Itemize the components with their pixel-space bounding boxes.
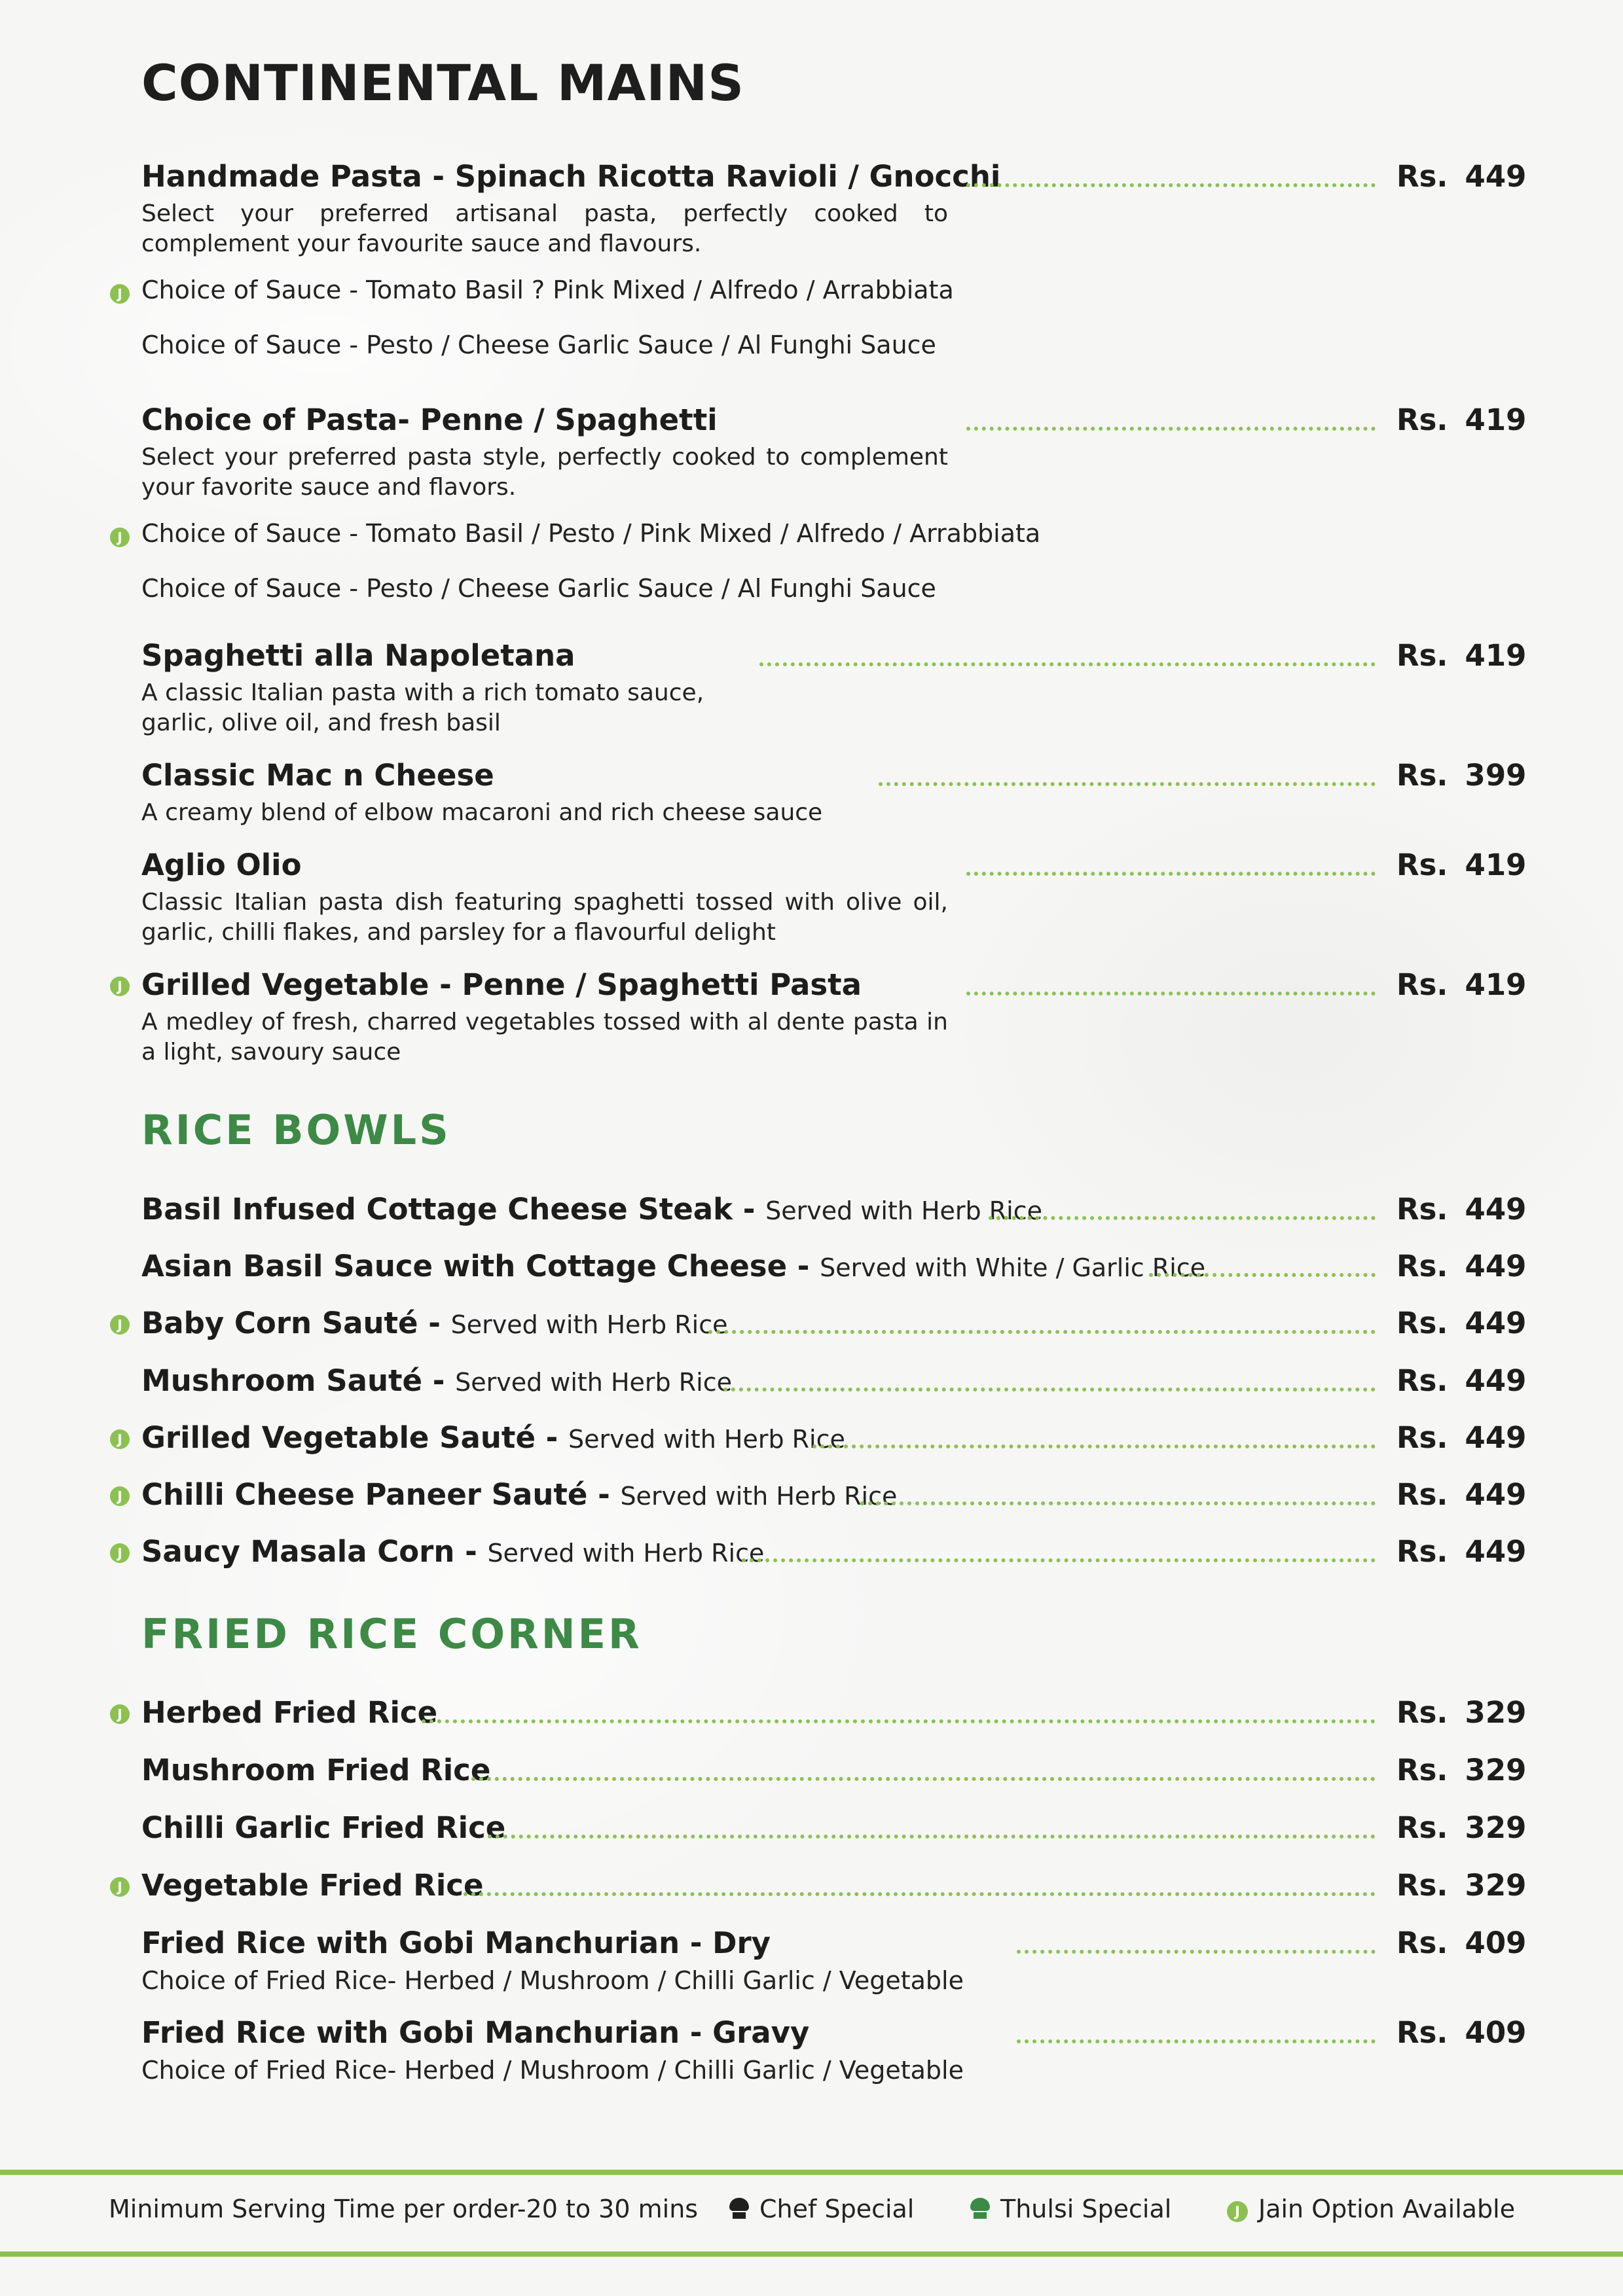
item-name: Basil Infused Cottage Cheese Steak - Served with Herb Rice [141,1192,1042,1227]
legend-thulsi-special: Thulsi Special [969,2193,1171,2225]
item-description: A classic Italian pasta with a rich tomato sauce, garlic, olive oil, and fresh basil [141,679,704,736]
item-name: Handmade Pasta - Spinach Ricotta Ravioli / Gnocchi [141,159,1001,194]
item-name: Grilled Vegetable - Penne / Spaghetti Pasta [141,967,862,1002]
leader-dots [471,1777,1376,1781]
item-price: Rs. 449 [1396,1249,1527,1283]
item-name: Aglio Olio [141,848,302,882]
footer-divider-bottom [0,2251,1623,2257]
item-price: Rs. 449 [1396,1192,1527,1227]
item-price: Rs. 449 [1396,1534,1527,1569]
jain-icon: J [110,977,130,996]
leader-dots [422,1719,1376,1723]
jain-icon: J [110,1704,130,1724]
item-price: Rs. 329 [1396,1695,1527,1730]
item-price: Rs. 329 [1396,1810,1527,1845]
item-price: Rs. 409 [1396,2015,1527,2050]
sauce-options-jain: Choice of Sauce - Tomato Basil ? Pink Mixed / Alfredo / Arrabbiata [141,276,954,304]
jain-circle-icon: J [1227,2201,1248,2222]
item-description: Select your preferred artisanal pasta, perfectly cooked to complement your favourite sauce and flavours. [141,200,948,257]
leader-dots [759,662,1376,666]
sauce-options: Choice of Sauce - Pesto / Cheese Garlic Sauce / Al Funghi Sauce [141,574,936,603]
item-price: Rs. 449 [1396,1420,1527,1455]
item-price: Rs. 329 [1396,1753,1527,1787]
item-price: Rs. 329 [1396,1868,1527,1903]
leader-dots [1017,2039,1376,2043]
footer-divider-top [0,2170,1623,2175]
jain-icon: J [110,284,130,304]
leader-dots [464,1892,1376,1896]
sauce-options: Choice of Sauce - Pesto / Cheese Garlic Sauce / Al Funghi Sauce [141,331,936,359]
item-price: Rs. 449 [1396,1306,1527,1340]
item-name: Classic Mac n Cheese [141,758,494,793]
jain-icon: J [110,1543,130,1563]
jain-icon: J [110,1877,130,1897]
item-name: Choice of Pasta- Penne / Spaghetti [141,403,718,437]
item-description: Choice of Fried Rice- Herbed / Mushroom / Chilli Garlic / Vegetable [141,1966,964,1995]
leader-dots [966,992,1376,996]
item-name: Fried Rice with Gobi Manchurian - Gravy [141,2015,810,2050]
item-price: Rs. 419 [1396,848,1527,882]
item-price: Rs. 449 [1396,1477,1527,1512]
leader-dots [812,1444,1376,1448]
item-name: Mushroom Sauté - Served with Herb Rice [141,1363,732,1398]
leader-dots [723,1388,1376,1391]
leader-dots [966,183,1376,187]
item-price: Rs. 409 [1396,1926,1527,1960]
item-price: Rs. 399 [1396,758,1527,793]
item-name: Grilled Vegetable Sauté - Served with Herb Rice [141,1420,845,1455]
jain-icon: J [110,528,130,547]
item-price: Rs. 419 [1396,967,1527,1002]
item-price: Rs. 449 [1396,1363,1527,1398]
section-title-rice-bowls: RICE BOWLS [141,1106,451,1154]
item-name: Saucy Masala Corn - Served with Herb Rice [141,1534,765,1569]
leader-dots [1017,1950,1376,1954]
item-name: Herbed Fried Rice [141,1695,438,1730]
leader-dots [708,1330,1376,1334]
item-name: Chilli Garlic Fried Rice [141,1810,506,1845]
chef-hat-icon [728,2198,750,2220]
section-title-continental: CONTINENTAL MAINS [141,54,744,112]
thulsi-hat-icon [969,2198,991,2220]
item-name: Chilli Cheese Paneer Sauté - Served with Herb Rice [141,1477,898,1512]
item-description: Choice of Fried Rice- Herbed / Mushroom / Chilli Garlic / Vegetable [141,2056,964,2085]
jain-icon: J [110,1486,130,1506]
jain-icon: J [110,1315,130,1335]
legend-chef-special: Chef Special [728,2193,914,2225]
leader-dots [860,1501,1376,1505]
sauce-options-jain: Choice of Sauce - Tomato Basil / Pesto / Pink Mixed / Alfredo / Arrabbiata [141,519,1041,548]
leader-dots [966,872,1376,876]
leader-dots [879,782,1376,786]
leader-dots [966,427,1376,431]
jain-icon: J [110,1429,130,1449]
leader-dots [989,1216,1376,1220]
item-price: Rs. 419 [1396,403,1527,437]
item-description: A creamy blend of elbow macaroni and rich cheese sauce [141,799,823,826]
item-description: Select your preferred pasta style, perfectly cooked to complement your favorite sauce and flavors. [141,444,948,501]
item-name: Spaghetti alla Napoletana [141,638,575,673]
section-title-fried-rice: FRIED RICE CORNER [141,1610,642,1658]
item-description: A medley of fresh, charred vegetables tossed with al dente pasta in a light, savoury sauce [141,1009,948,1066]
leader-dots [488,1835,1376,1839]
legend-jain-option: J Jain Option Available [1227,2193,1515,2225]
serving-time-note: Minimum Serving Time per order-20 to 30 mins [109,2195,699,2223]
item-price: Rs. 449 [1396,159,1527,194]
item-name: Asian Basil Sauce with Cottage Cheese - Served with White / Garlic Rice [141,1249,1206,1283]
item-price: Rs. 419 [1396,638,1527,673]
item-name: Fried Rice with Gobi Manchurian - Dry [141,1926,771,1960]
item-name: Vegetable Fried Rice [141,1868,484,1903]
leader-dots [1149,1273,1376,1277]
item-name: Baby Corn Sauté - Served with Herb Rice [141,1306,728,1340]
item-description: Classic Italian pasta dish featuring spaghetti tossed with olive oil, garlic, chilli flakes, and parsley for a flavourful delight [141,889,948,946]
item-name: Mushroom Fried Rice [141,1753,491,1787]
leader-dots [742,1558,1376,1562]
